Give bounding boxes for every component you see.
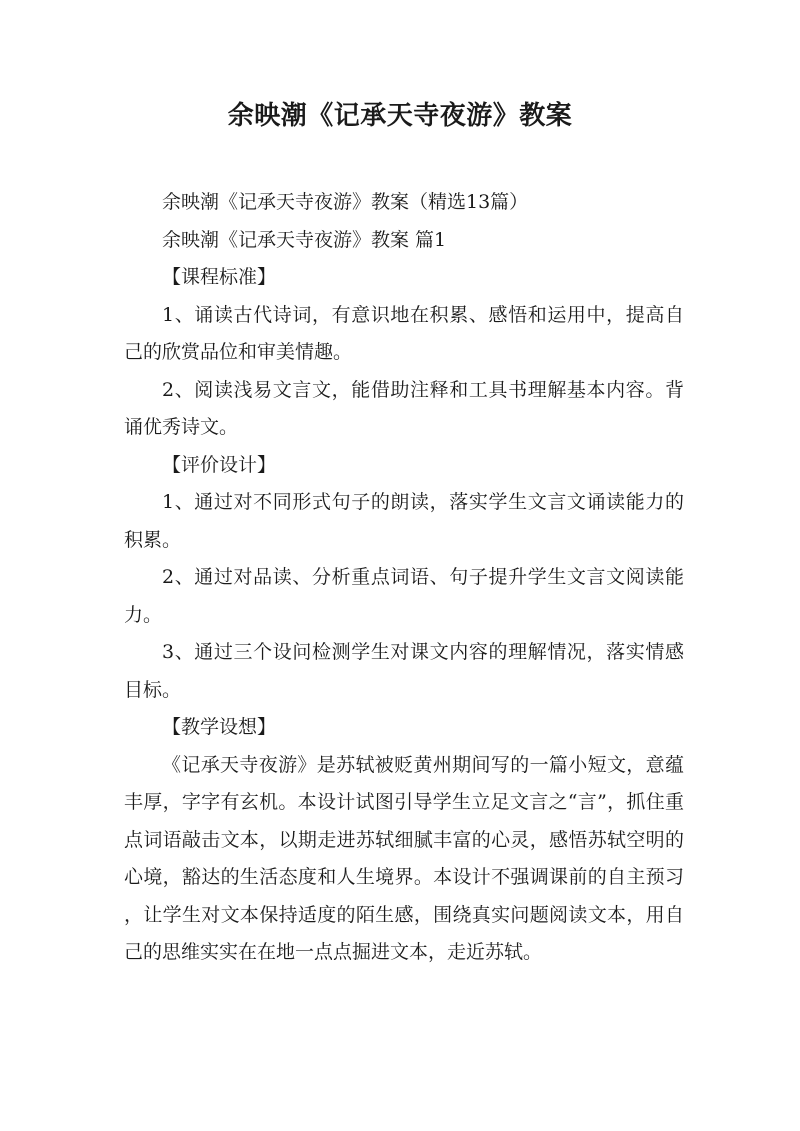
paragraph-standard-2: 2、阅读浅易文言文，能借助注释和工具书理解基本内容。背诵优秀诗文。 [124,378,684,438]
paragraph-section-heading: 余映潮《记承天寺夜游》教案 篇1 [162,228,447,251]
paragraph-evaluation-1: 1、通过对不同形式句子的朗读，落实学生文言文诵读能力的积累。 [124,491,684,551]
paragraph-evaluation-3: 3、通过三个设问检测学生对课文内容的理解情况，落实情感目标。 [124,641,684,701]
document-title: 余映潮《记承天寺夜游》教案 [227,101,573,131]
paragraph-subtitle: 余映潮《记承天寺夜游》教案（精选13篇） [162,191,529,213]
paragraph-heading-evaluation-design: 【评价设计】 [162,453,277,476]
paragraph-teaching-concept: 《记承天寺夜游》是苏轼被贬黄州期间写的一篇小短文，意蕴丰厚，字字有玄机。本设计试图引导学生立足文言之“言”，抓住重点词语敲击文本，以期走进苏轼细腻丰富的心灵，感悟苏轼空明的心境，豁达的生活态度和人生境界。本设计不强调课前的自主预习，让学生对文本保持适度的陌生感，围绕真实问题阅读文本，用自己的思维实实在在地一点点掘进文本，走近苏轼。 [124,753,684,963]
paragraph-heading-curriculum-standard: 【课程标准】 [162,266,277,288]
paragraph-evaluation-2: 2、通过对品读、分析重点词语、句子提升学生文言文阅读能力。 [124,566,684,626]
paragraph-heading-teaching-concept: 【教学设想】 [162,716,277,738]
paragraph-standard-1: 1、诵读古代诗词，有意识地在积累、感悟和运用中，提高自己的欣赏品位和审美情趣。 [124,303,684,363]
document-body [124,184,684,972]
